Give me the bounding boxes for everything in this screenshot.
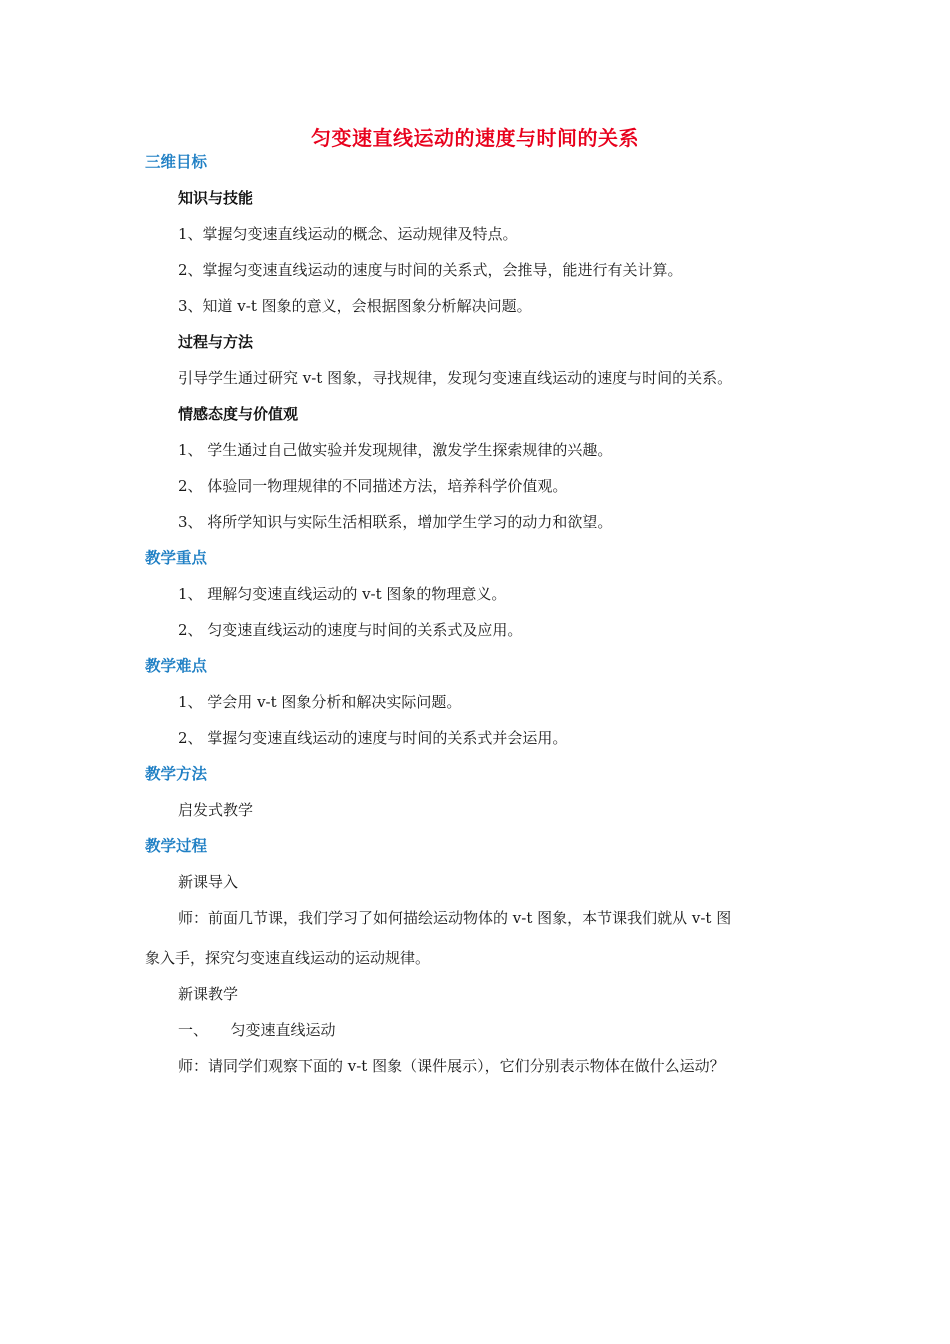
subheading-knowledge: 知识与技能 (178, 189, 254, 207)
section-heading-method: 教学方法 (145, 765, 208, 783)
paragraph: 3、 将所学知识与实际生活相联系，增加学生学习的动力和欲望。 (178, 513, 613, 531)
paragraph: 1、 学会用 v-t 图象分析和解决实际问题。 (178, 693, 462, 711)
section-heading-objectives: 三维目标 (145, 153, 208, 171)
subheading-process-method: 过程与方法 (178, 333, 254, 351)
paragraph: 新课导入 (178, 873, 239, 891)
section-heading-process: 教学过程 (145, 837, 208, 855)
paragraph: 启发式教学 (178, 801, 254, 819)
paragraph: 一、 匀变速直线运动 (178, 1021, 336, 1039)
paragraph: 师：前面几节课，我们学习了如何描绘运动物体的 v-t 图象，本节课我们就从 v-t 图 (178, 909, 732, 927)
paragraph: 1、 理解匀变速直线运动的 v-t 图象的物理意义。 (178, 585, 507, 603)
paragraph: 象入手，探究匀变速直线运动的运动规律。 (145, 949, 431, 967)
section-heading-difficulties: 教学难点 (145, 657, 208, 675)
paragraph: 引导学生通过研究 v-t 图象，寻找规律，发现匀变速直线运动的速度与时间的关系。 (178, 369, 733, 387)
paragraph: 1、掌握匀变速直线运动的概念、运动规律及特点。 (178, 225, 518, 243)
paragraph: 1、 学生通过自己做实验并发现规律，激发学生探索规律的兴趣。 (178, 441, 613, 459)
paragraph: 新课教学 (178, 985, 239, 1003)
paragraph: 2、掌握匀变速直线运动的速度与时间的关系式，会推导，能进行有关计算。 (178, 261, 683, 279)
section-heading-key-points: 教学重点 (145, 549, 208, 567)
paragraph: 3、知道 v-t 图象的意义，会根据图象分析解决问题。 (178, 297, 532, 315)
document-title: 匀变速直线运动的速度与时间的关系 (311, 126, 639, 150)
subheading-emotion-values: 情感态度与价值观 (178, 405, 299, 423)
paragraph: 2、 匀变速直线运动的速度与时间的关系式及应用。 (178, 621, 523, 639)
paragraph: 2、 体验同一物理规律的不同描述方法，培养科学价值观。 (178, 477, 568, 495)
paragraph: 师：请同学们观察下面的 v-t 图象（课件展示），它们分别表示物体在做什么运动？ (178, 1057, 725, 1075)
paragraph: 2、 掌握匀变速直线运动的速度与时间的关系式并会运用。 (178, 729, 568, 747)
